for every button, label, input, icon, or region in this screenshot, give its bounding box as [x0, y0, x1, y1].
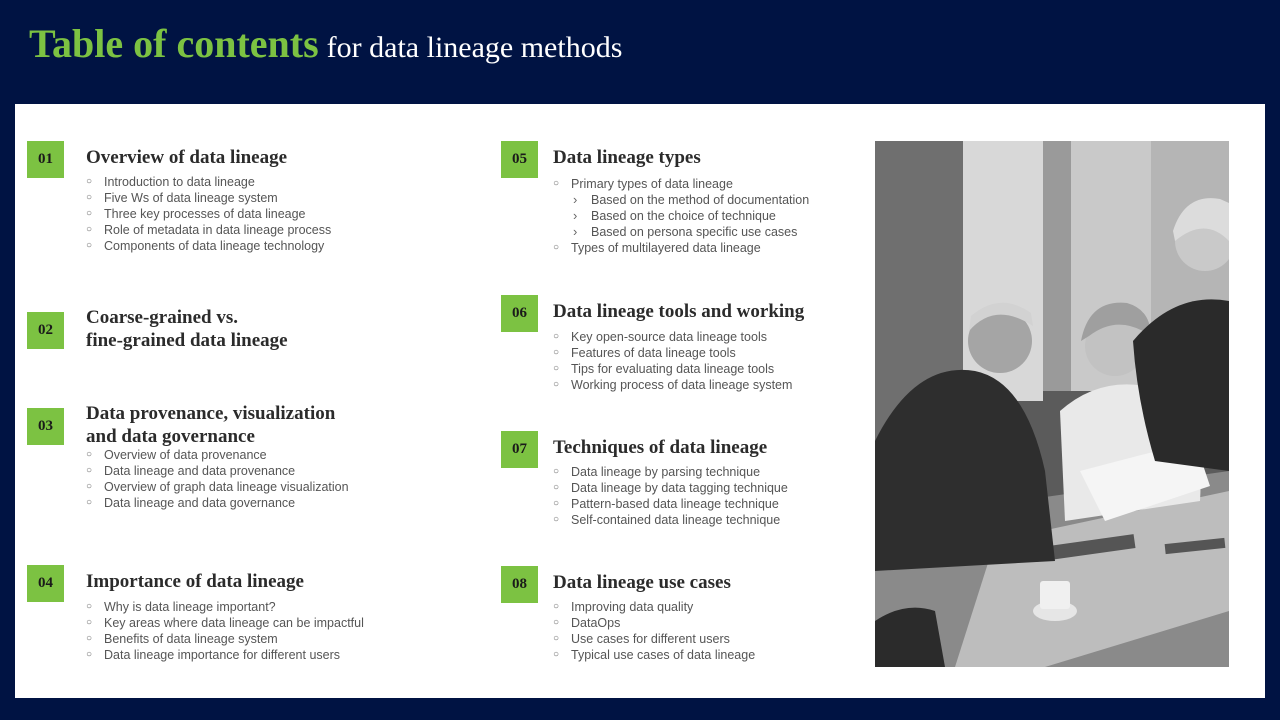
page-title — [29, 20, 622, 67]
list-item: ○ Why is data lineage important? — [86, 599, 364, 615]
list-item: ○ Key areas where data lineage can be impactful — [86, 615, 364, 631]
section-title-line: and data governance — [86, 426, 255, 447]
section-items — [86, 174, 331, 254]
list-item: ○ Self-contained data lineage technique — [553, 512, 788, 528]
section-title: Techniques of data lineage — [553, 437, 768, 458]
section-items — [86, 447, 349, 511]
list-item: ○ Tips for evaluating data lineage tools — [553, 361, 792, 377]
list-item: ○ Typical use cases of data lineage — [553, 647, 755, 663]
list-item: ○ Role of metadata in data lineage process — [86, 222, 331, 238]
list-item: ○ Improving data quality — [553, 599, 755, 615]
list-item: ○ Data lineage by data tagging technique — [553, 480, 788, 496]
section-title — [86, 306, 288, 352]
list-subitem: › Based on the choice of technique — [553, 208, 809, 224]
section-items — [553, 599, 755, 663]
list-subitem: › Based on the method of documentation — [553, 192, 809, 208]
list-item: ○ Features of data lineage tools — [553, 345, 792, 361]
section-title: Importance of data lineage — [86, 571, 304, 592]
section-number: 08 — [501, 566, 538, 603]
list-item: ○ DataOps — [553, 615, 755, 631]
list-item: ○ Introduction to data lineage — [86, 174, 331, 190]
list-item: ○ Five Ws of data lineage system — [86, 190, 331, 206]
list-item: ○ Overview of data provenance — [86, 447, 349, 463]
section-items — [86, 599, 364, 663]
section-number: 05 — [501, 141, 538, 178]
list-item: ○ Data lineage importance for different users — [86, 647, 364, 663]
section-number: 06 — [501, 295, 538, 332]
section-number: 01 — [27, 141, 64, 178]
list-item: ○ Key open-source data lineage tools — [553, 329, 792, 345]
list-item: ○ Components of data lineage technology — [86, 238, 331, 254]
list-item: ○ Primary types of data lineage — [553, 176, 809, 192]
list-item: ○ Working process of data lineage system — [553, 377, 792, 393]
section-number: 03 — [27, 408, 64, 445]
section-title-line: fine-grained data lineage — [86, 330, 288, 351]
section-number: 07 — [501, 431, 538, 468]
section-title-line: Coarse-grained vs. — [86, 307, 238, 328]
content-panel — [15, 104, 1265, 698]
list-subitem: › Based on persona specific use cases — [553, 224, 809, 240]
list-item: ○ Overview of graph data lineage visualization — [86, 479, 349, 495]
section-items — [553, 176, 809, 256]
section-title: Data lineage use cases — [553, 572, 731, 593]
title-subtitle: for data lineage methods — [326, 31, 623, 64]
list-item: ○ Types of multilayered data lineage — [553, 240, 809, 256]
list-item: ○ Data lineage and data governance — [86, 495, 349, 511]
list-item: ○ Pattern-based data lineage technique — [553, 496, 788, 512]
photo-illustration — [875, 141, 1229, 667]
section-title: Overview of data lineage — [86, 147, 288, 168]
section-items — [553, 329, 792, 393]
list-item: ○ Data lineage by parsing technique — [553, 464, 788, 480]
section-title — [86, 402, 335, 448]
meeting-photo — [875, 141, 1229, 667]
section-title: Data lineage types — [553, 147, 701, 168]
list-item: ○ Data lineage and data provenance — [86, 463, 349, 479]
section-number: 04 — [27, 565, 64, 602]
title-highlight: Table of contents — [29, 21, 319, 66]
section-title: Data lineage tools and working — [553, 301, 805, 322]
section-title-line: Data provenance, visualization — [86, 403, 336, 424]
list-item: ○ Use cases for different users — [553, 631, 755, 647]
list-item: ○ Three key processes of data lineage — [86, 206, 331, 222]
section-number: 02 — [27, 312, 64, 349]
section-items — [553, 464, 788, 528]
list-item: ○ Benefits of data lineage system — [86, 631, 364, 647]
